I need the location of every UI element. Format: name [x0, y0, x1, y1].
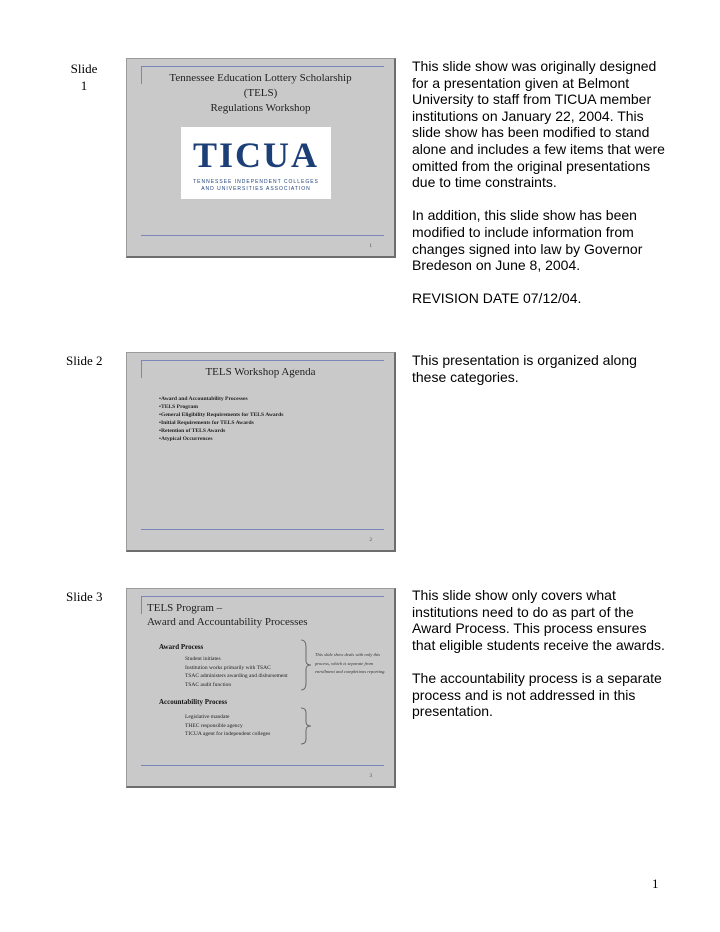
list-item: • TELS Program: [159, 403, 283, 411]
notes-paragraph: This slide show was originally designed for a presentation given at Belmont University to staff from TICUA member institutions on January 22, 2004. This slide show has been modified to stand alone and includes a few items that were omitted from the original presentations due to time constraints.: [412, 58, 665, 191]
notes-paragraph: This presentation is organized along these categories.: [412, 352, 637, 385]
award-process-note: This slide show deals with only this process, which is separate from enrollment and completions reporting.: [315, 652, 386, 674]
slide-3-label: Slide 3: [66, 589, 103, 604]
slide-rule-top: [141, 66, 384, 67]
slide-rule-top: [141, 360, 384, 361]
logo-subtitle-2: AND UNIVERSITIES ASSOCIATION: [201, 186, 311, 192]
list-item: TSAC audit function: [185, 681, 232, 688]
list-item: • Retention of TELS Awards: [159, 427, 283, 435]
slide-1-title: Tennessee Education Lottery Scholarship (TELS) Regulations Workshop: [169, 72, 352, 114]
notes-paragraph: This slide show only covers what institutions need to do as part of the Award Process. This process ensures that eligible students receive the awards.: [412, 587, 665, 653]
slide-rule-top: [141, 596, 384, 597]
list-item: TSAC administers awarding and disbursement: [185, 673, 288, 679]
slide-3-title: TELS Program – Award and Accountability Processes: [147, 602, 308, 628]
slide-rule-bottom: [141, 529, 384, 530]
slide-1-thumbnail: [126, 58, 396, 258]
list-item: Institution works primarily with TSAC: [185, 664, 271, 671]
list-item: • General Eligibility Requirements for TELS Awards: [159, 411, 283, 419]
slide-2-title: TELS Workshop Agenda: [205, 366, 316, 378]
ticua-logo: [181, 127, 331, 199]
slide-page-number: 1: [369, 244, 372, 249]
slide-2-label: Slide 2: [66, 353, 103, 368]
award-process-heading: Award Process: [159, 643, 204, 651]
accountability-brace-icon: [301, 707, 311, 745]
accountability-process-heading: Accountability Process: [159, 698, 228, 706]
list-item: TICUA agent for independent colleges: [185, 731, 271, 737]
list-item: THEC responsible agency: [185, 722, 243, 729]
award-brace-icon: [301, 639, 311, 691]
list-item: Student initiates: [185, 656, 221, 662]
notes-paragraph: The accountability process is a separate process and is not addressed in this presentation.: [412, 669, 662, 720]
list-item: • Atypical Occurrences: [159, 435, 283, 443]
logo-subtitle-1: TENNESSEE INDEPENDENT COLLEGES: [193, 179, 319, 185]
page-number: 1: [652, 876, 659, 891]
slide-page-number: 2: [369, 538, 372, 543]
notes-paragraph: REVISION DATE 07/12/04.: [412, 290, 582, 307]
list-item: Legislative mandate: [185, 714, 230, 720]
list-item: • Award and Accountability Processes: [159, 395, 283, 403]
notes-paragraph: In addition, this slide show has been modified to include information from changes signed into law by Governor Bredeson on June 8, 2004.: [412, 207, 643, 274]
accountability-process-items: [185, 713, 270, 739]
agenda-list: [159, 395, 283, 443]
slide-3-notes: [412, 587, 672, 736]
slide-rule-vertical: [141, 596, 142, 614]
slide-2-notes: [412, 352, 672, 402]
slide-rule-bottom: [141, 235, 384, 236]
award-process-items: [185, 655, 288, 689]
logo-wordmark: TICUA: [193, 135, 320, 175]
slide-1-label: Slide 1: [70, 61, 98, 93]
slide-rule-bottom: [141, 765, 384, 766]
slide-1-notes: [412, 58, 672, 324]
slide-3-thumbnail: [126, 588, 396, 788]
list-item: • Initial Requirements for TELS Awards: [159, 419, 283, 427]
slide-page-number: 3: [369, 774, 372, 779]
slide-2-thumbnail: [126, 352, 396, 552]
